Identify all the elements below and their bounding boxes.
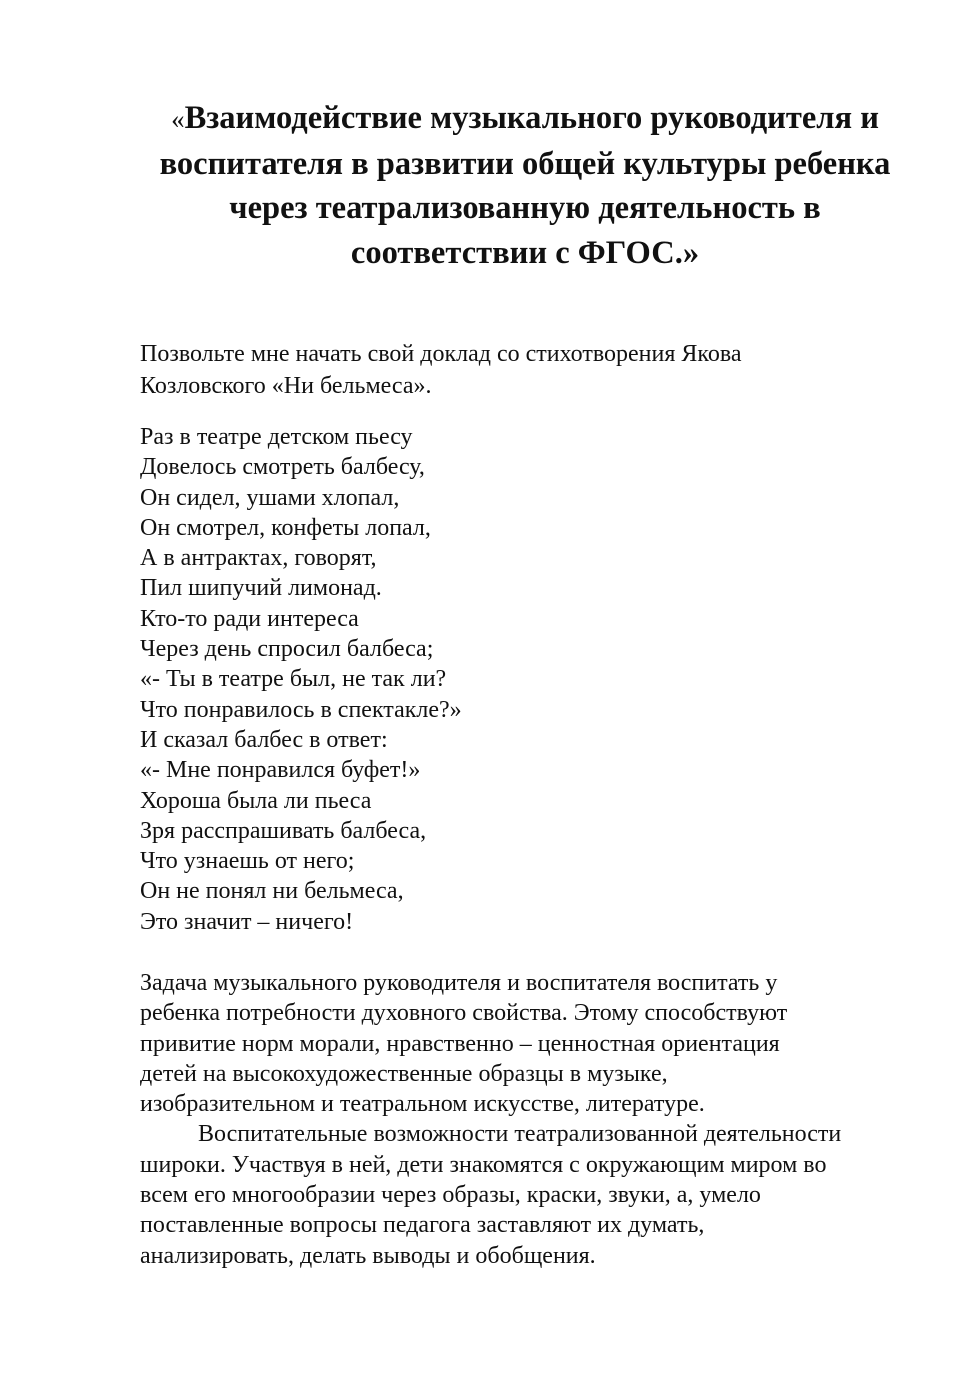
intro-paragraph xyxy=(140,338,900,402)
title-line-4: соответствии с ФГОС.» xyxy=(350,234,700,271)
title-open-quote: « xyxy=(171,104,185,134)
poem-line: Кто-то ради интереса xyxy=(140,605,359,632)
paragraph-1-line: ребенка потребности духовного свойства. Этому способствуют xyxy=(140,1000,788,1027)
title-line-3: через театрализованную деятельность в xyxy=(229,190,821,226)
poem-line: Он сидел, ушами хлопал, xyxy=(140,484,400,511)
intro-line-2: Козловского «Ни бельмеса». xyxy=(140,373,432,399)
paragraph-1-line: изобразительном и театральном искусстве, литературе. xyxy=(140,1091,705,1118)
paragraph-2-line: анализировать, делать выводы и обобщения. xyxy=(140,1242,596,1269)
paragraph-2-line: всем его многообразии через образы, краски, звуки, а, умело xyxy=(140,1182,761,1209)
poem-line: Зря расспрашивать балбеса, xyxy=(140,817,427,844)
poem-line: Хороша была ли пьеса xyxy=(140,787,372,814)
title-line-1: Взаимодействие музыкального руководителя и xyxy=(184,100,879,136)
poem-line: Что узнаешь от него; xyxy=(140,848,355,875)
poem-line: Что понравилось в спектакле?» xyxy=(140,696,462,723)
paragraph-1-line: Задача музыкального руководителя и воспитателя воспитать у xyxy=(140,970,778,996)
paragraph-1-line: привитие норм морали, нравственно – ценностная ориентация xyxy=(140,1030,780,1057)
paragraph-1-line: детей на высокохудожественные образцы в музыке, xyxy=(140,1060,668,1087)
poem-line: И сказал балбес в ответ: xyxy=(140,726,388,753)
poem-line: А в антрактах, говорят, xyxy=(140,545,377,572)
paragraph-2-line: широки. Участвуя в ней, дети знакомятся с окружающим миром во xyxy=(140,1151,827,1178)
poem-line: Раз в театре детском пьесу xyxy=(140,424,413,450)
intro-line-1: Позвольте мне начать свой доклад со стихотворения Якова xyxy=(140,341,742,367)
title-line-2: воспитателя в развитии общей культуры ребенка xyxy=(159,145,891,182)
poem-line: Пил шипучий лимонад. xyxy=(140,575,382,602)
document-title xyxy=(120,96,930,275)
poem-line: Это значит – ничего! xyxy=(140,908,354,935)
poem-line: Он смотрел, конфеты лопал, xyxy=(140,514,431,541)
paragraph-2-line: поставленные вопросы педагога заставляют их думать, xyxy=(140,1212,705,1239)
poem-line: Он не понял ни бельмеса, xyxy=(140,878,404,905)
poem-line: «- Ты в театре был, не так ли? xyxy=(140,666,447,693)
paragraph-2-line: Воспитательные возможности театрализованной деятельности xyxy=(198,1121,842,1148)
poem-line: Через день спросил балбеса; xyxy=(140,636,434,663)
poem-line: «- Мне понравился буфет!» xyxy=(140,757,421,784)
body-text xyxy=(140,968,900,1271)
poem xyxy=(140,422,840,937)
poem-line: Довелось смотреть балбесу, xyxy=(140,454,425,481)
